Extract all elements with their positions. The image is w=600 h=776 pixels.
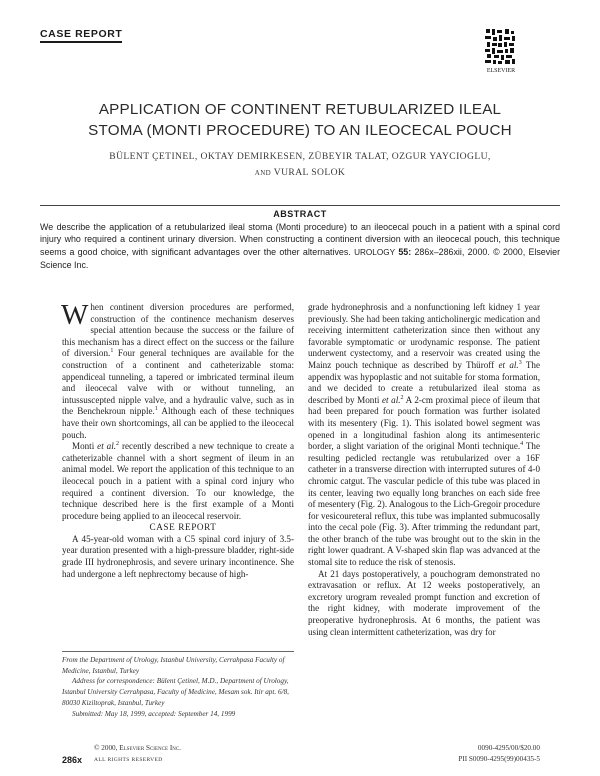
- monti-author: Monti: [72, 441, 98, 452]
- authors-line-2: [40, 165, 560, 181]
- body-column-left: [61, 299, 295, 580]
- authors-line-1: BÜLENT ÇETINEL, OKTAY DEMIRKESEN, ZÜBEYIR TALAT, OZGUR YAYCIOGLU,: [109, 151, 491, 162]
- paragraph-case: A 45-year-old woman with a C5 spinal cord injury of 3.5-year duration presented with a high-pressure bladder, right-side grade III hydronephrosis, and severe urinary incontinence. She had undergone a left nephrectomy because of high-: [62, 533, 294, 579]
- monti-text: recently described a new technique to create a catheterizable channel with a short segment of ileum in an animal model. We report the application of this technique to an ileocecal pouch in a patient with a spinal cord injury who required a continent diversion. To our knowledge, the technique described here is the first example of a Monti procedure being applied to an ileocecal reservoir.: [62, 441, 294, 521]
- footer-issn: 0090-4295/00/$20.00: [477, 744, 540, 752]
- et-al: et al.: [382, 394, 401, 405]
- page-number: 286x: [62, 755, 83, 765]
- paragraph-procedure: [308, 302, 540, 569]
- paragraph-intro: [61, 299, 295, 441]
- footnote-rule: [62, 651, 294, 652]
- article-title: [40, 99, 560, 141]
- footnotes: [62, 655, 294, 719]
- abstract-text: We describe the application of a retubularized ileal stoma (Monti procedure) to an ileocecal pouch in a patient with a spinal cord injury who required a continent urinary diversion. When constructing a continent diversion with an ileocecal pouch, this technique seems a good choice, with significant advantages over the other alternatives.: [40, 222, 560, 257]
- footer-copyright: © 2000, Elsevier Science Inc.: [94, 744, 181, 752]
- elsevier-logo-icon: [484, 28, 516, 66]
- section-label-rule: [40, 41, 122, 43]
- author-list: [40, 149, 560, 181]
- elsevier-logo-text: ELSEVIER: [486, 68, 516, 74]
- abstract-body: [40, 221, 560, 272]
- intro-text-c: Although each of these techniques have their own shortcomings, all can be applied to the ileocecal pouch.: [62, 406, 294, 440]
- abstract-journal: UROLOGY: [354, 247, 396, 257]
- footer-rights: ALL RIGHTS RESERVED: [94, 757, 163, 763]
- case-report-heading: CASE REPORT: [149, 522, 217, 533]
- title-line-2: STOMA (MONTI PROCEDURE) TO AN ILEOCECAL POUCH: [88, 122, 512, 139]
- abstract-volume: 55:: [398, 246, 412, 257]
- drop-cap: W: [61, 299, 89, 331]
- footnote-submitted: Submitted: May 18, 1999, accepted: September 14, 1999: [72, 709, 236, 718]
- intro-text-b: Four general techniques are available for the construction of a continent and catheterizable stoma: appendiceal tunneling, a tapered or imbricated terminal ileum and ileocecal valve with or without tunneling, an intussuscepted nipple valve, and a hydraulic valve, such as in the Benchekroun nipple.: [62, 348, 295, 417]
- procedure-text-b: The appendix was hypoplastic and not suitable for stoma formation, and we decided to create a retubularized ileal stoma as described by Monti: [308, 359, 541, 405]
- abstract-citation: 286x–286xii, 2000. © 2000, Elsevier Science Inc.: [40, 246, 561, 271]
- footnote-affiliation: From the Department of Urology, Istanbul University, Cerrahpasa Faculty of Medicine, Istanbul, Turkey: [62, 656, 285, 675]
- footnote-correspondence: Address for correspondence: Bülent Çetinel, M.D., Department of Urology, Istanbul University Cerrahpasa, Faculty of Medicine, Mesam sok. Itir apt. 6/8, 80030 Kiziltoprak, Istanbul, Turkey: [62, 677, 289, 707]
- body-column-right: [308, 302, 540, 638]
- abstract-rule: [40, 205, 560, 206]
- intro-text-a: hen continent diversion procedures are performed, construction of the continence mechanism deserves special attention because the success or the failure of this mechanism has a direct effect on the success or the failure of diversion.: [62, 302, 294, 359]
- authors-and: and: [254, 167, 272, 178]
- footer-pii: PII S0090-4295(99)00435-5: [458, 755, 540, 763]
- procedure-text-d: The resulting pedicled rectangle was retubularized over a 16F catheter in a transverse direction with interrupted sutures of 4-0 chromic catgut. The vascular pedicle of this tube was placed in its center, leaving two equally long branches on each side free of mesentery (Fig. 2). Analogous to the Lich-Gregoir procedure for vesicoureteral reflux, this tube was implanted submucosally into the cecal pole (Fig. 3). After trimming the redundant part, the other branch of the tube was brought out to the skin in the right lower quadrant. A V-shaped skin flap was advanced at the stomal site to reduce the risk of stenosis.: [308, 441, 541, 568]
- ref-marker: 2: [400, 394, 404, 401]
- title-line-1: APPLICATION OF CONTINENT RETUBULARIZED ILEAL: [98, 101, 502, 118]
- ref-marker: 4: [520, 441, 524, 448]
- ref-marker: 1: [154, 406, 158, 413]
- et-al: et al.: [97, 441, 117, 452]
- authors-last: VURAL SOLOK: [273, 167, 346, 178]
- procedure-text-a: grade hydronephrosis and a nonfunctioning left kidney 1 year previously. She had been taking anticholinergic medication and receiving intermittent catheterization since then without any favorable symptomatic or urodynamic response. The patient underwent cystectomy, and a reservoir was created using the Mainz pouch technique as described by Thüroff: [308, 302, 540, 370]
- section-label: CASE REPORT: [40, 28, 123, 40]
- et-al: et al.: [498, 359, 519, 370]
- ref-marker: 1: [110, 348, 114, 355]
- abstract-heading: ABSTRACT: [273, 209, 327, 219]
- paragraph-monti: [62, 441, 294, 522]
- procedure-text-c: A 2-cm proximal piece of ileum that had been prepared for pouch formation was further isolated with its mesentery (Fig. 1). This isolated bowel segment was opened in a longitudinal fashion along its antimesenteric border, a slight variation of the original Monti technique.: [308, 394, 540, 452]
- ref-marker: 2: [116, 441, 120, 448]
- ref-marker: 3: [518, 359, 522, 366]
- paragraph-followup: At 21 days postoperatively, a pouchogram demonstrated no extravasation or reflux. At 12 weeks postoperatively, an excretory urogram revealed prompt function and excretion of the right kidney, with moderate improvement of the preoperative hydronephrosis. At 6 months, the patient was using clean intermittent catheterization, was dry for: [308, 568, 540, 637]
